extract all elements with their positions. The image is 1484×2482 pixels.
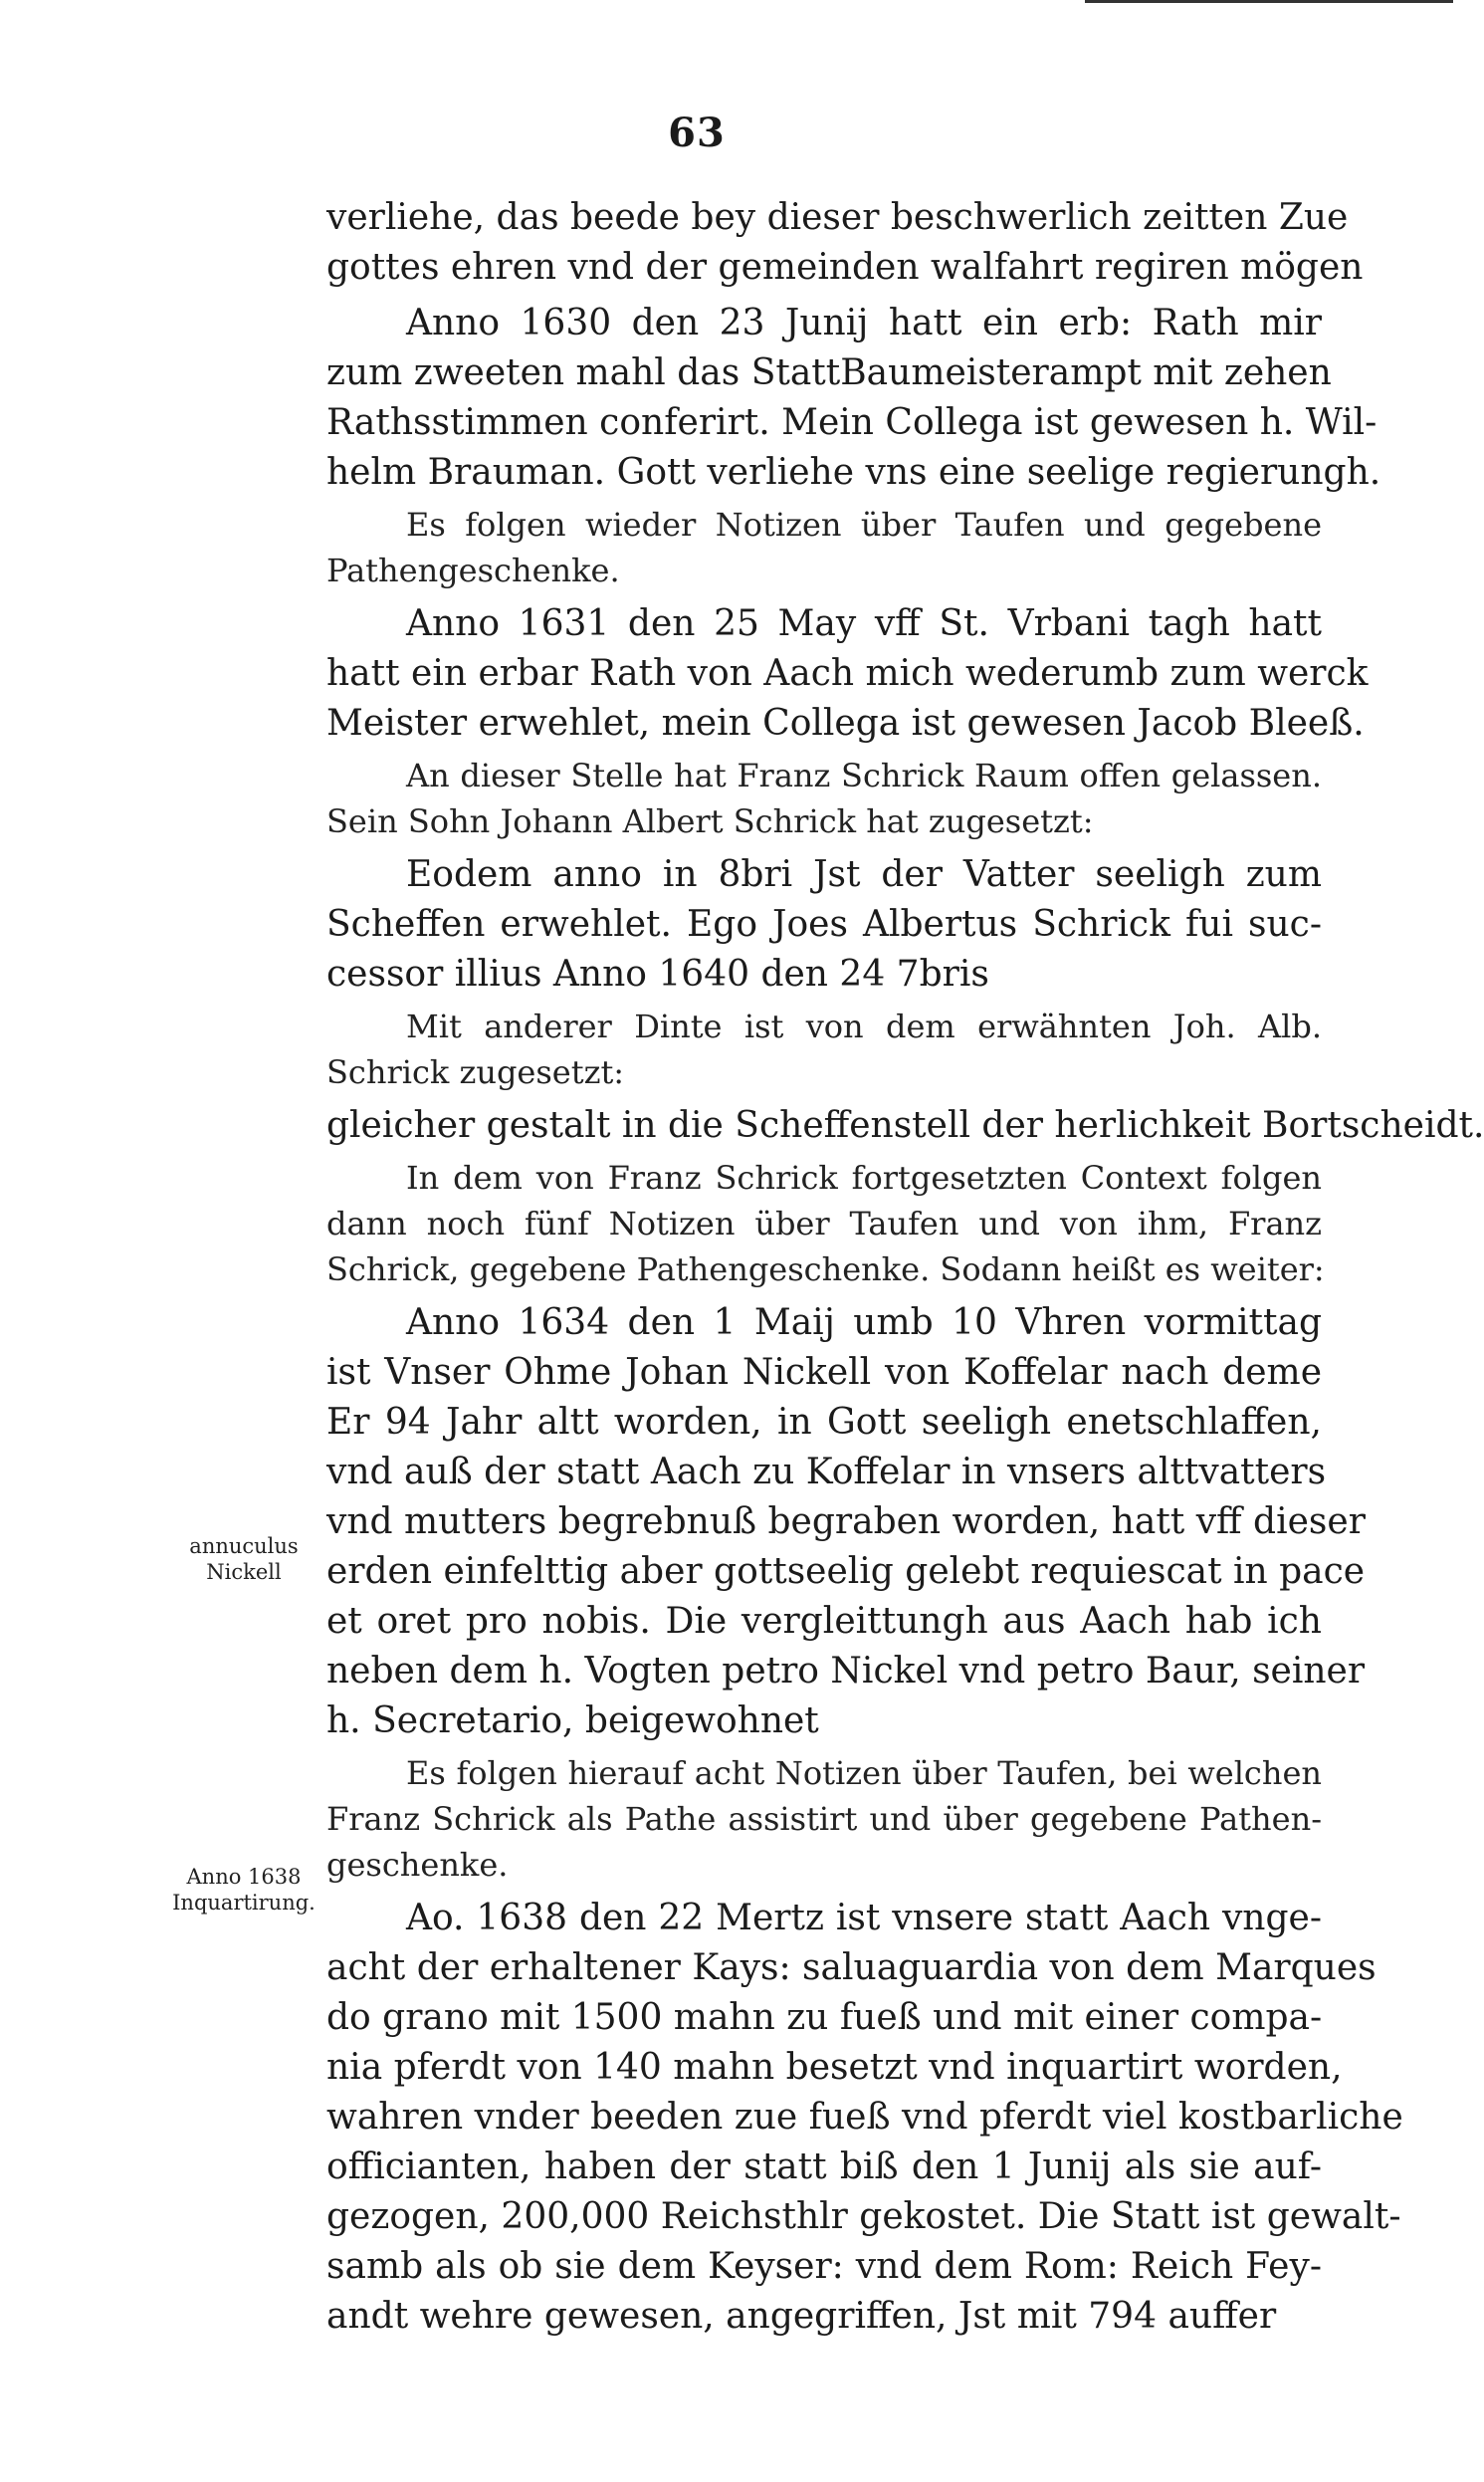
editor-note xyxy=(326,753,1322,844)
text-line: helm Brauman. Gott verliehe vns eine seelige regierungh. xyxy=(326,452,1381,493)
text-line: andt wehre gewesen, angegriffen, Jst mit 794 auffer xyxy=(326,2296,1277,2337)
text-paragraph xyxy=(326,1101,1484,1151)
margin-note-line: Inquartirung. xyxy=(172,1891,316,1915)
text-line: Scheffen erwehlet. Ego Joes Albertus Schrick fui suc- xyxy=(326,904,1322,945)
text-line: nia pferdt von 140 mahn besetzt vnd inquartirt worden, xyxy=(326,2047,1343,2088)
page-number: 63 xyxy=(668,110,726,156)
text-line: wahren vnder beeden zue fueß vnd pferdt viel kostbarliche xyxy=(326,2097,1403,2138)
text-line: Meister erwehlet, mein Collega ist gewesen Jacob Bleeß. xyxy=(326,703,1365,744)
editor-note xyxy=(326,1155,1325,1292)
text-line: gezogen, 200,000 Reichsthlr gekostet. Die Statt ist gewalt- xyxy=(326,2196,1401,2237)
text-line: In dem von Franz Schrick fortgesetzten Context folgen xyxy=(406,1159,1322,1197)
text-line: vnd mutters begrebnuß begraben worden, hatt vff dieser xyxy=(326,1501,1366,1542)
text-line: Anno 1634 den 1 Maij umb 10 Vhren vormittag xyxy=(406,1302,1322,1343)
text-line: h. Secretario, beigewohnet xyxy=(326,1700,819,1741)
margin-note-line: annuculus xyxy=(189,1534,299,1558)
text-paragraph xyxy=(326,599,1369,749)
text-line: Pathengeschenke. xyxy=(326,552,620,589)
text-line: gottes ehren vnd der gemeinden walfahrt regiren mögen xyxy=(326,247,1364,288)
text-line: Anno 1631 den 25 May vff St. Vrbani tagh hatt xyxy=(406,603,1322,644)
margin-note-inquartirung xyxy=(159,1864,328,1916)
text-line: do grano mit 1500 mahn zu fueß und mit einer compa- xyxy=(326,1997,1323,2038)
text-paragraph xyxy=(326,193,1364,293)
text-line: neben dem h. Vogten petro Nickel vnd petro Baur, seiner xyxy=(326,1651,1366,1692)
text-line: samb als ob sie dem Keyser: vnd dem Rom: Reich Fey- xyxy=(326,2246,1322,2287)
text-paragraph xyxy=(326,1298,1366,1746)
top-rule xyxy=(1085,0,1453,3)
text-line: Ao. 1638 den 22 Mertz ist vnsere statt Aach vnge- xyxy=(406,1898,1322,1938)
text-line: Es folgen wieder Notizen über Taufen und gegebene xyxy=(406,506,1322,544)
text-paragraph xyxy=(326,1894,1403,2342)
text-line: vnd auß der statt Aach zu Koffelar in vnsers alttvatters xyxy=(326,1452,1327,1492)
text-paragraph xyxy=(326,850,1322,1000)
editor-note xyxy=(326,1750,1322,1888)
text-line: Er 94 Jahr altt worden, in Gott seeligh enetschlaffen, xyxy=(326,1402,1322,1443)
text-line: geschenke. xyxy=(326,1846,509,1884)
text-line: Sein Sohn Johann Albert Schrick hat zugesetzt: xyxy=(326,802,1094,840)
margin-note-nickell xyxy=(159,1533,328,1585)
margin-note-line: Nickell xyxy=(206,1560,282,1584)
text-line: hatt ein erbar Rath von Aach mich wederumb zum werck xyxy=(326,653,1369,694)
text-line: zum zweeten mahl das StattBaumeisterampt mit zehen xyxy=(326,352,1332,393)
text-paragraph xyxy=(326,299,1381,498)
text-line: ist Vnser Ohme Johan Nickell von Koffelar nach deme xyxy=(326,1352,1322,1393)
text-line: dann noch fünf Notizen über Taufen und von ihm, Franz xyxy=(326,1205,1322,1242)
text-line: An dieser Stelle hat Franz Schrick Raum offen gelassen. xyxy=(406,757,1322,794)
text-line: Anno 1630 den 23 Junij hatt ein erb: Rath mir xyxy=(406,303,1322,343)
text-line: et oret pro nobis. Die vergleittungh aus Aach hab ich xyxy=(326,1601,1322,1642)
editor-note xyxy=(326,1004,1322,1095)
text-line: officianten, haben der statt biß den 1 Junij als sie auf- xyxy=(326,2146,1322,2187)
editor-note xyxy=(326,502,1322,593)
margin-note-line: Anno 1638 xyxy=(186,1865,302,1889)
text-line: Rathsstimmen conferirt. Mein Collega ist gewesen h. Wil- xyxy=(326,402,1378,443)
text-line: verliehe, das beede bey dieser beschwerlich zeitten Zue xyxy=(326,197,1349,238)
text-line: Mit anderer Dinte ist von dem erwähnten Joh. Alb. xyxy=(406,1008,1322,1045)
text-line: gleicher gestalt in die Scheffenstell der herlichkeit Bortscheidt. xyxy=(326,1105,1484,1146)
text-line: cessor illius Anno 1640 den 24 7bris xyxy=(326,954,989,995)
body-text xyxy=(326,187,1484,2342)
text-line: Es folgen hierauf acht Notizen über Taufen, bei welchen xyxy=(406,1754,1322,1792)
text-line: Eodem anno in 8bri Jst der Vatter seeligh zum xyxy=(406,854,1322,895)
text-line: Franz Schrick als Pathe assistirt und über gegebene Pathen- xyxy=(326,1800,1322,1838)
text-line: Schrick, gegebene Pathengeschenke. Sodann heißt es weiter: xyxy=(326,1250,1325,1288)
text-line: acht der erhaltener Kays: saluaguardia von dem Marques xyxy=(326,1947,1377,1988)
text-line: Schrick zugesetzt: xyxy=(326,1053,625,1091)
text-line: erden einfelttig aber gottseelig gelebt requiescat in pace xyxy=(326,1551,1366,1592)
